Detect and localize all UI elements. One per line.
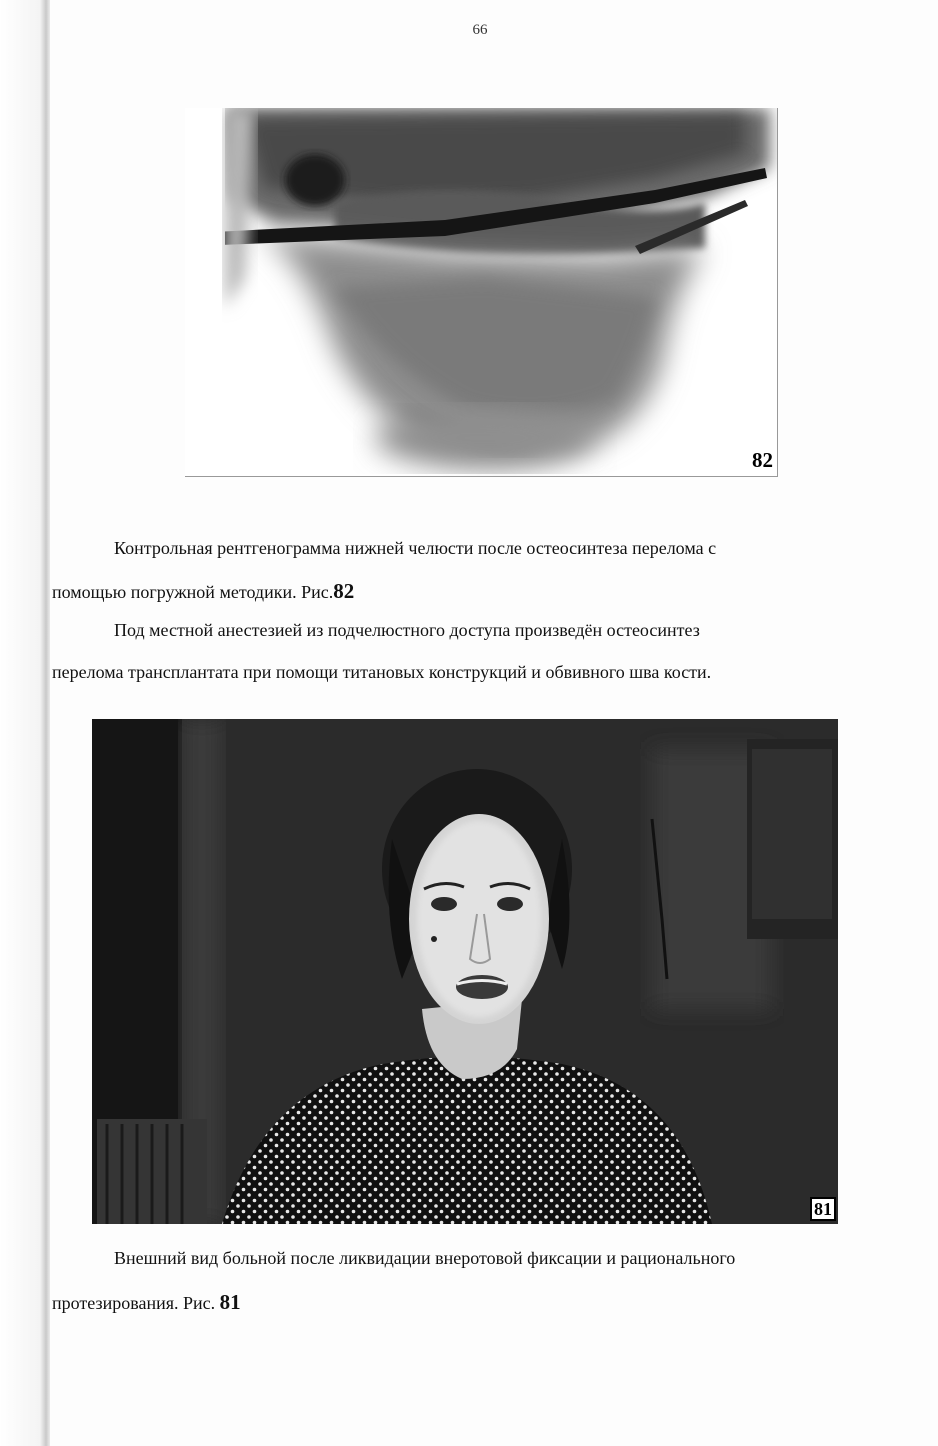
paragraph-line1: Под местной анестезией из подчелюстного доступа произведён остеосинтез bbox=[114, 620, 700, 640]
caption-81-line2 bbox=[52, 1290, 241, 1315]
xray-figure-82 bbox=[185, 108, 778, 477]
caption-82-line1: Контрольная рентгенограмма нижней челюсти после остеосинтеза перелома с bbox=[114, 538, 717, 558]
caption-81-figure-ref: 81 bbox=[219, 1290, 241, 1314]
xray-image bbox=[185, 108, 777, 476]
patient-photo-figure-81 bbox=[92, 719, 838, 1224]
caption-82-text: помощью погружной методики. Рис. bbox=[52, 582, 334, 602]
patient-photo bbox=[92, 719, 838, 1224]
page-scan-edge bbox=[0, 0, 50, 1446]
page-number: 66 bbox=[472, 22, 488, 38]
caption-82-figure-ref: 82 bbox=[333, 579, 355, 603]
paragraph-line2: перелома трансплантата при помощи титановых конструкций и обвивного шва кости. bbox=[52, 662, 712, 682]
figure-number-82: 82 bbox=[752, 448, 773, 472]
caption-81-line1: Внешний вид больной после ликвидации внеротовой фиксации и рационального bbox=[114, 1248, 736, 1268]
caption-82-line2 bbox=[52, 579, 354, 604]
figure-number-81: 81 bbox=[810, 1197, 836, 1221]
caption-81-text: протезирования. Рис. bbox=[52, 1293, 220, 1313]
